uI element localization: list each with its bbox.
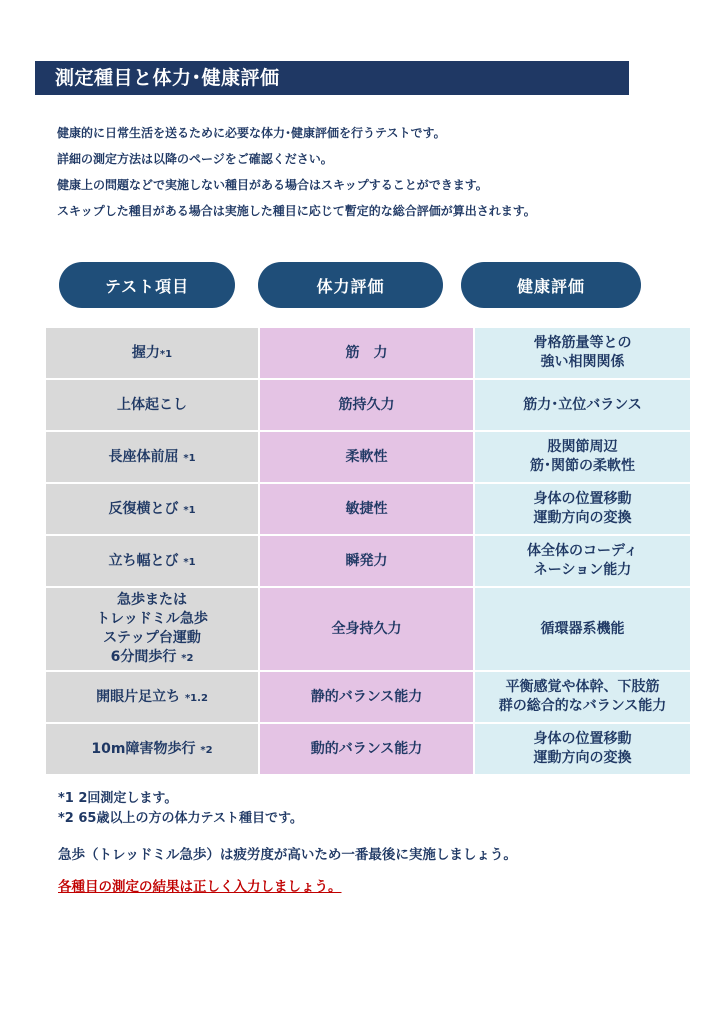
table-row (46, 380, 690, 432)
health-cell: 骨格筋量等との 強い相関関係 (475, 328, 690, 380)
test-item-label: 立ち幅とび (108, 552, 184, 569)
footnote: *1 2回測定します。 (58, 791, 178, 806)
footnote-marker: *1 (183, 452, 196, 464)
test-item-cell (46, 724, 260, 776)
footnote-marker: *1 (159, 348, 173, 360)
test-item-cell (46, 328, 260, 380)
input-reminder: 各種目の測定の結果は正しく入力しましょう。 (58, 879, 342, 895)
footnotes (58, 789, 303, 829)
test-item-label: 反復横とび (108, 500, 184, 517)
footnote: *2 65歳以上の方の体力テスト種目です。 (58, 811, 303, 826)
health-cell: 体全体のコーディ ネーション能力 (475, 536, 690, 588)
test-item-cell (46, 536, 260, 588)
table-row (46, 724, 690, 776)
test-item-cell (46, 484, 260, 536)
header-fitness-evaluation: 体力評価 (258, 262, 443, 308)
fitness-cell: 筋 力 (260, 328, 475, 380)
table-row (46, 672, 690, 724)
caution-text: 急歩（トレッドミル急歩）は疲労度が高いため一番最後に実施しましょう。 (58, 847, 517, 863)
test-item-cell (46, 432, 260, 484)
health-cell: 身体の位置移動 運動方向の変換 (475, 724, 690, 776)
page-title: 測定種目と体力･健康評価 (35, 61, 629, 95)
test-item-cell (46, 380, 260, 432)
fitness-cell: 動的バランス能力 (260, 724, 475, 776)
intro-line: スキップした種目がある場合は実施した種目に応じて暫定的な総合評価が算出されます。 (57, 204, 536, 218)
test-item-label: 上体起こし (117, 396, 187, 413)
evaluation-table (46, 328, 690, 776)
fitness-cell: 瞬発力 (260, 536, 475, 588)
fitness-cell: 静的バランス能力 (260, 672, 475, 724)
footnote-marker: *2 (181, 652, 194, 664)
footnote-marker: *1 (183, 504, 196, 516)
fitness-cell: 柔軟性 (260, 432, 475, 484)
intro-line: 健康上の問題などで実施しない種目がある場合はスキップすることができます。 (57, 178, 488, 192)
test-item-label: 握力 (131, 344, 160, 361)
table-row (46, 484, 690, 536)
test-item-label: 10m障害物歩行 (91, 740, 201, 757)
fitness-cell: 筋持久力 (260, 380, 475, 432)
health-cell: 筋力･立位バランス (475, 380, 690, 432)
footnote-marker: *1 (183, 556, 196, 568)
health-cell: 身体の位置移動 運動方向の変換 (475, 484, 690, 536)
fitness-cell: 敏捷性 (260, 484, 475, 536)
intro-line: 詳細の測定方法は以降のページをご確認ください。 (57, 152, 333, 166)
test-item-cell (46, 588, 260, 672)
health-cell: 循環器系機能 (475, 588, 690, 672)
test-item-label: 開眼片足立ち (96, 688, 185, 705)
header-test-item: テスト項目 (59, 262, 235, 308)
intro-line: 健康的に日常生活を送るために必要な体力･健康評価を行うテストです。 (57, 126, 446, 140)
health-cell: 平衡感覚や体幹、下肢筋 群の総合的なバランス能力 (475, 672, 690, 724)
intro-text (57, 123, 697, 227)
footnote-marker: *1.2 (184, 692, 208, 704)
table-row (46, 328, 690, 380)
fitness-cell: 全身持久力 (260, 588, 475, 672)
table-row (46, 536, 690, 588)
header-health-evaluation: 健康評価 (461, 262, 641, 308)
health-cell: 股関節周辺 筋･関節の柔軟性 (475, 432, 690, 484)
test-item-cell (46, 672, 260, 724)
table-row (46, 588, 690, 672)
footnote-marker: *2 (200, 744, 213, 756)
table-row (46, 432, 690, 484)
test-item-label: 長座体前屈 (108, 448, 184, 465)
test-item-label: 急歩または トレッドミル急歩 ステップ台運動 6分間歩行 (96, 592, 208, 665)
